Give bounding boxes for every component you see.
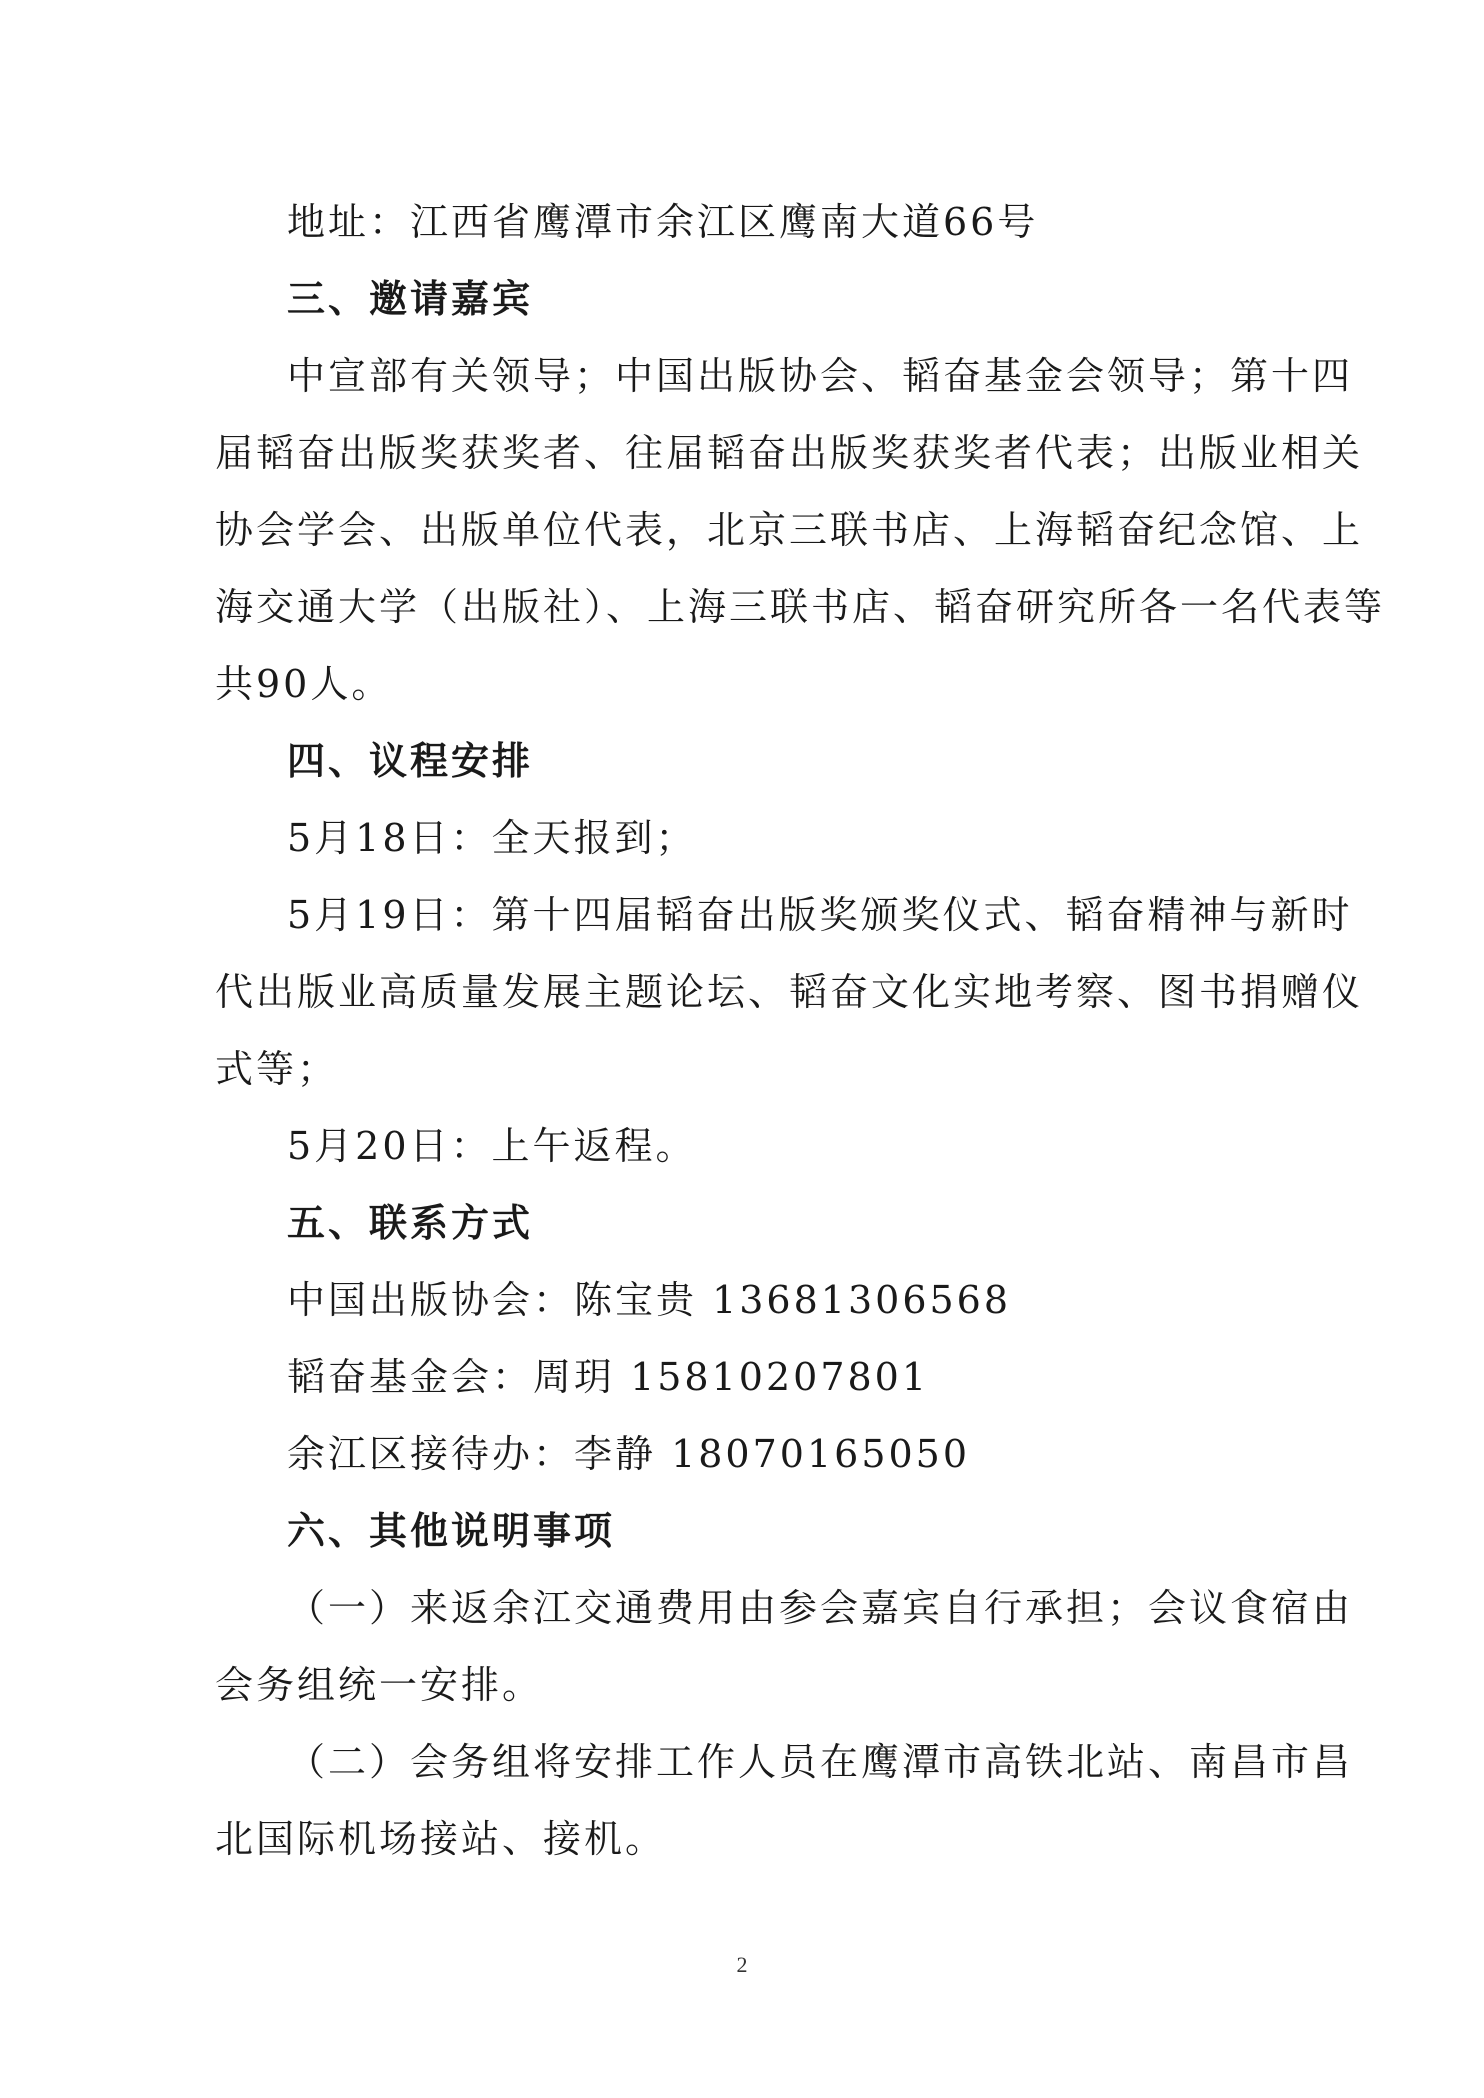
- contact-yujiang-reception: 余江区接待办：李静 18070165050: [287, 1432, 971, 1476]
- address-line: 地址：江西省鹰潭市余江区鹰南大道66号: [287, 200, 1039, 244]
- guests-paragraph-line: 届韬奋出版奖获奖者、往届韬奋出版奖获奖者代表；出版业相关: [215, 431, 1364, 475]
- agenda-item-may19-line: 5月19日：第十四届韬奋出版奖颁奖仪式、韬奋精神与新时: [287, 893, 1353, 937]
- section-heading-guests: 三、邀请嘉宾: [287, 276, 534, 321]
- guests-paragraph-line: 海交通大学（出版社）、上海三联书店、韬奋研究所各一名代表等: [215, 585, 1386, 629]
- section-heading-other-notes: 六、其他说明事项: [287, 1508, 616, 1553]
- agenda-item-may19-line: 代出版业高质量发展主题论坛、韬奋文化实地考察、图书捐赠仪: [215, 970, 1364, 1014]
- contact-taofen-foundation: 韬奋基金会：周玥 15810207801: [287, 1355, 930, 1399]
- section-heading-contacts: 五、联系方式: [287, 1200, 534, 1245]
- guests-paragraph-line: 中宣部有关领导；中国出版协会、韬奋基金会领导；第十四: [287, 354, 1354, 398]
- agenda-item-may18: 5月18日：全天报到；: [287, 816, 697, 860]
- note-2-line: （二）会务组将安排工作人员在鹰潭市高铁北站、南昌市昌: [287, 1740, 1354, 1784]
- agenda-item-may20: 5月20日：上午返程。: [287, 1124, 697, 1168]
- note-1-line: 会务组统一安排。: [215, 1663, 544, 1707]
- note-1-line: （一）来返余江交通费用由参会嘉宾自行承担；会议食宿由: [287, 1586, 1354, 1630]
- note-2-line: 北国际机场接站、接机。: [215, 1817, 667, 1861]
- agenda-item-may19-line: 式等；: [215, 1047, 339, 1091]
- contact-cpa: 中国出版协会：陈宝贵 13681306568: [287, 1278, 1012, 1322]
- section-heading-agenda: 四、议程安排: [287, 738, 534, 783]
- page-number: 2: [736, 1952, 748, 1977]
- guests-paragraph-line: 协会学会、出版单位代表，北京三联书店、上海韬奋纪念馆、上: [215, 508, 1364, 552]
- guests-paragraph-line: 共90人。: [215, 662, 393, 706]
